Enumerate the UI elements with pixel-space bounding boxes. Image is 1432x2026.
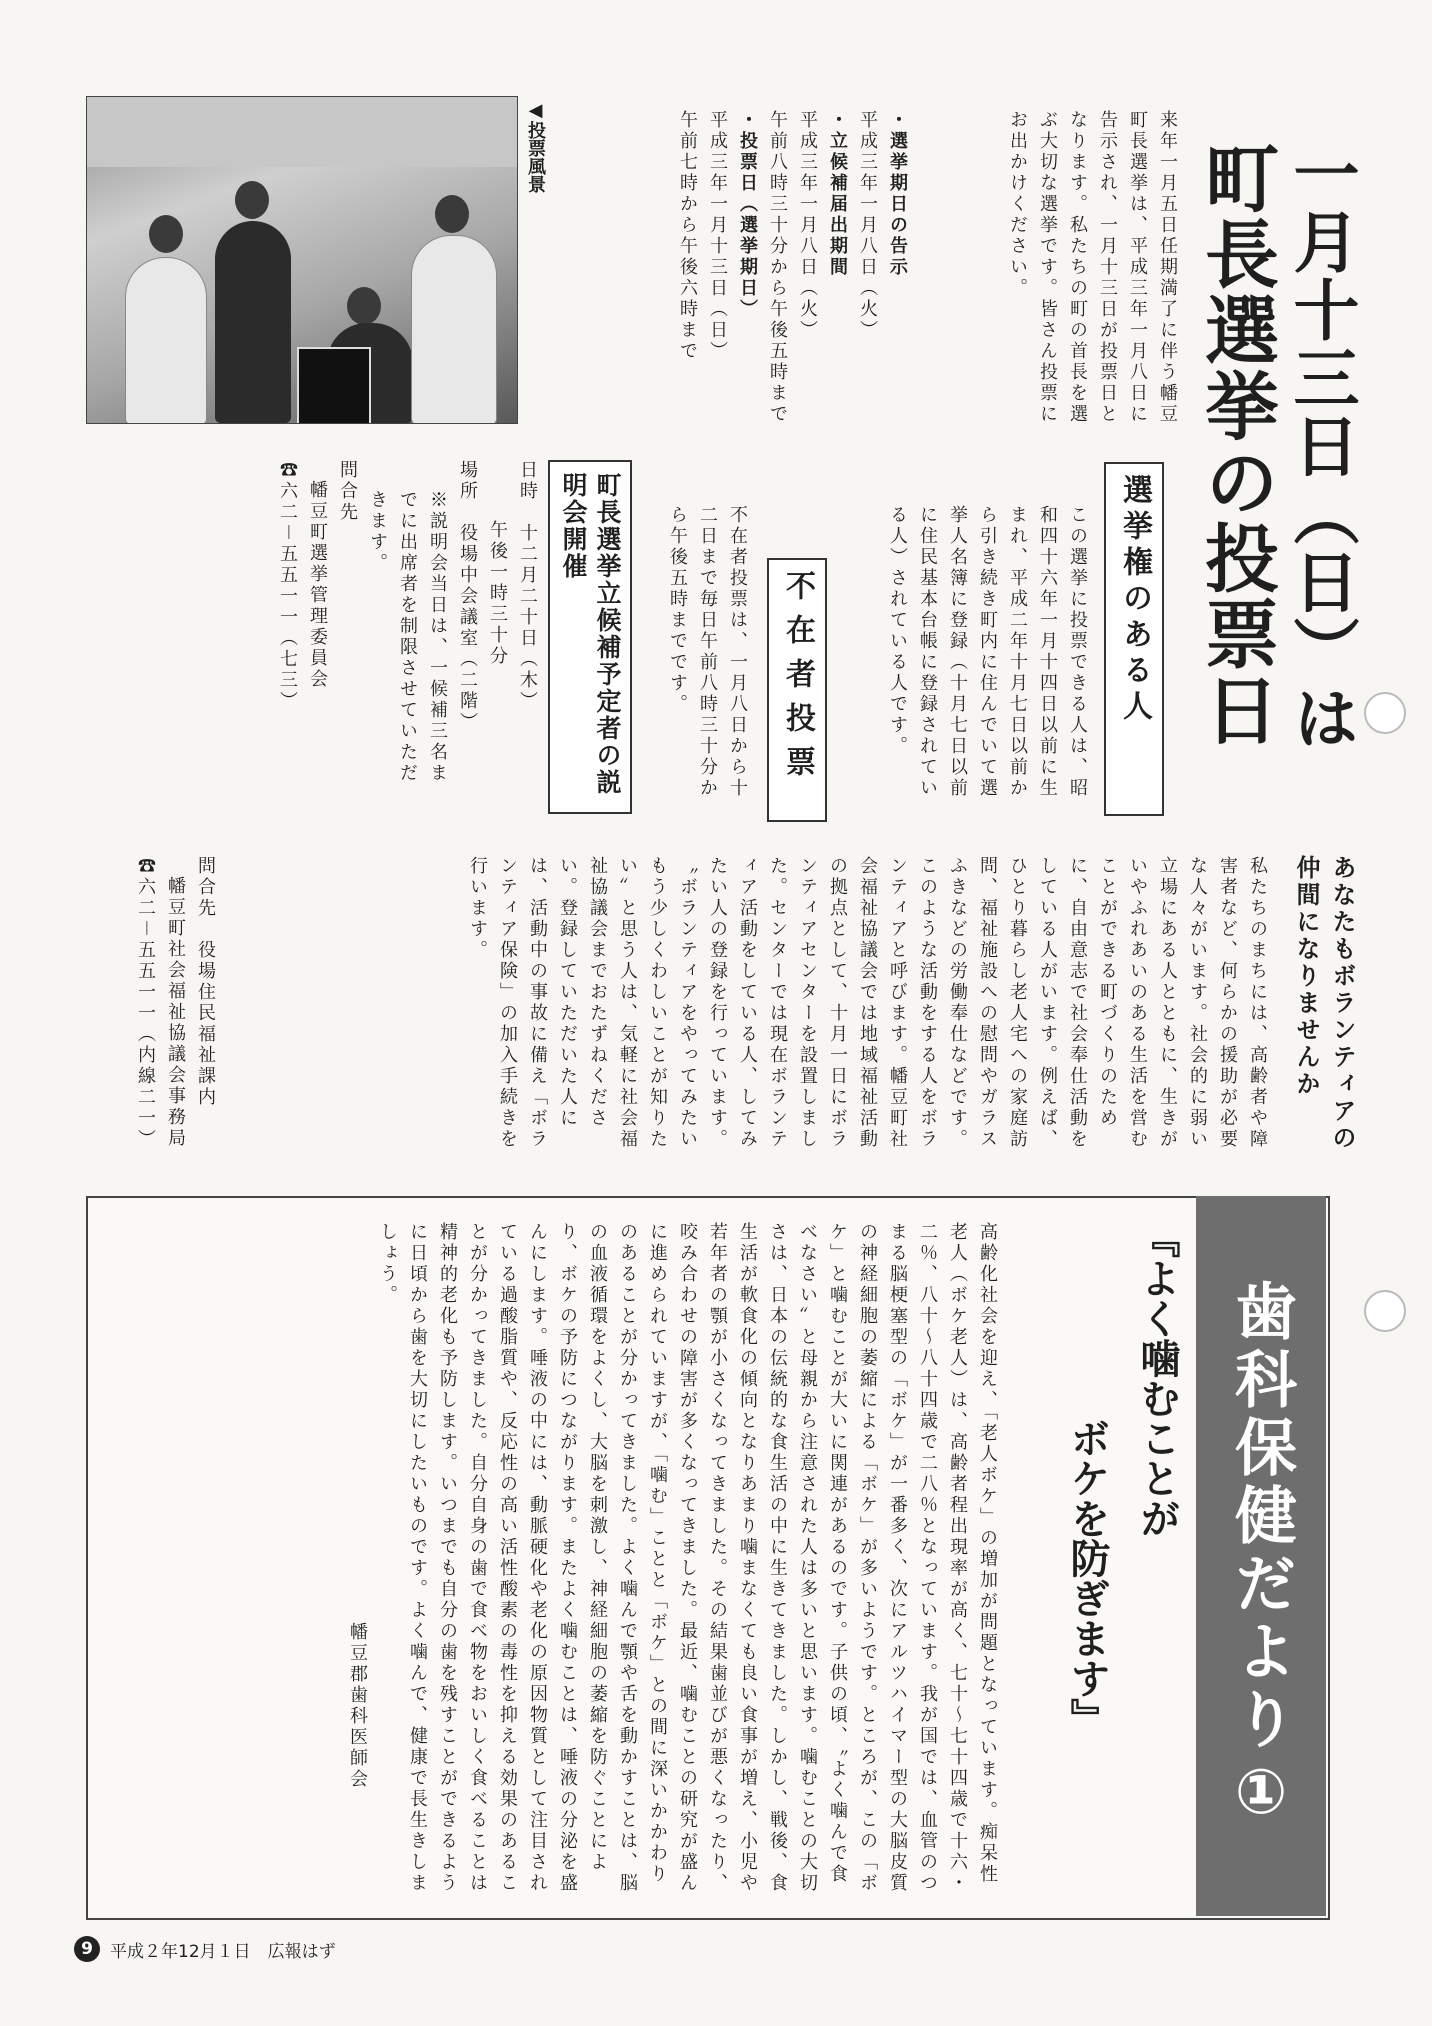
- election-title-line2: 町長選挙の投票日: [1193, 140, 1279, 748]
- ballot-box-icon: [297, 347, 371, 424]
- dental-subtitle: [1012, 1218, 1192, 1908]
- dental-text: 高齢化社会を迎え、「老人ボケ」の増加が問題となっています。痴呆性老人（ボケ老人）は、高齢者程出現率が高く、七十～七十四歳で十六・二％、八十～八十四歳で二八％となっています。我が国では、血管のつまる脳梗塞型の「ボケ」が一番多く、次にアルツハイマー型の大脳皮質の神経細胞の萎縮による「ボケ」が多いようです。ところが、この「ボケ」と噛むことが大いに関連があるのです。子供の頃、〝よく噛んで食べなさい〟と母親から注意された人は多いと思います。噛むことの大切さは、日本の伝統的な食生活の中に生きてきました。しかし、戦後、食生活が軟食化の傾向となりあまり噛まなくても良い食事が増え、小児や若年者の顎が小さくなってきました。その結果歯並びが悪くなったり、咬み合わせの障害が多くなってきました。最近、噛むことの研究が盛んに進められていますが、「噛む」ことと「ボケ」との間に深いかかわりのあることが分かってきました。よく噛んで顎や舌を動かすことは、脳の血液循環をよくし、大脳を刺激し、神経細胞の萎縮を防ぐことにより、ボケの予防につながります。またよく噛むことは、唾液の分泌を盛んにします。唾液の中には、動脈硬化や老化の原因物質として注目されている過酸脂質や、反応性の高い活性酸素の毒性を抑える効果のあることが分かってきました。自分自身の歯で食べ物をおいしく食べることは精神的老化も予防します。いつまでも自分の歯を残すことができるように日頃から歯を大切にしたいものです。よく噛んで、健康で長生きしましょう。: [377, 1222, 998, 1894]
- person-figure-icon: [215, 221, 291, 423]
- issue-info: 平成２年12月１日 広報はず: [110, 1941, 336, 1962]
- vote-heading: ・投票日（選挙期日）: [737, 110, 758, 320]
- vote-date: 平成三年一月十三日（日）: [707, 110, 728, 362]
- binder-hole: [1364, 692, 1406, 734]
- filing-heading: ・立候補届出期間: [827, 110, 848, 278]
- election-intro: 来年一月五日任期満了に伴う幡豆町長選挙は、平成三年一月八日に告示され、一月十三日が投票日となります。私たちの町の首長を選ぶ大切な選挙です。皆さん投票にお出かけください。: [1007, 110, 1178, 425]
- election-contact-label: 問合先: [337, 460, 358, 523]
- volunteer-contact: [105, 856, 220, 1166]
- election-title: [1194, 140, 1362, 760]
- person-head-icon: [235, 181, 269, 219]
- gym-window-decoration: [87, 97, 517, 167]
- volunteer-heading-text: あなたもボランティアの仲間になりませんか: [1292, 855, 1356, 1152]
- dental-block: [132, 1222, 1002, 1902]
- absentee-block: [632, 505, 752, 805]
- binder-hole: [1364, 1290, 1406, 1332]
- person-figure-icon: [125, 257, 207, 424]
- volunteer-contact-tel: ☎六二－五五一一（内線二一）: [135, 856, 156, 1150]
- briefing-place: 場所 役場中会議室（二階）: [457, 460, 478, 733]
- briefing-time: 午後一時三十分: [487, 520, 508, 667]
- election-contact-tel: ☎六二－五五一一（七三）: [277, 460, 298, 712]
- filing-date: 平成三年一月八日（火）: [797, 110, 818, 341]
- dental-banner-text: 歯科保健だより①: [1224, 1278, 1298, 1834]
- voting-scene-photo: [86, 96, 518, 424]
- person-head-icon: [435, 195, 469, 233]
- page-number: 9: [74, 1936, 100, 1962]
- dental-subtitle-line1: 『よく噛むことが: [1134, 1218, 1180, 1538]
- briefing-date: 日時 十二月二十日（木）: [517, 460, 538, 712]
- eligible-text: この選挙に投票できる人は、昭和四十六年一月十四日以前に生まれ、平成二年十月七日以前から引き続き町内に住んでいて選挙人名簿に登録（十月七日以前に住民基本台帳に登録されている人）されている人です。: [887, 505, 1088, 799]
- election-intro-block: [912, 110, 1182, 440]
- election-schedule: [642, 110, 912, 440]
- absentee-heading: 不在者投票: [767, 558, 827, 822]
- election-title-line1: 一月十三日（日）は: [1282, 140, 1359, 752]
- notice-date: 平成三年一月八日（火）: [857, 110, 878, 341]
- absentee-text: 不在者投票は、一月八日から十二日まで毎日午前八時三十分から午後五時までです。: [667, 505, 748, 799]
- dental-banner: [1196, 1196, 1326, 1916]
- briefing-note: ※説明会当日は、一候補三名までに出席者を制限させていただきます。: [367, 490, 448, 784]
- person-figure-icon: [411, 235, 497, 424]
- eligible-heading: 選挙権のある人: [1104, 462, 1164, 816]
- photo-caption: ◀投票風景: [525, 100, 546, 193]
- page-footer: [74, 1936, 336, 1962]
- election-contact-org: 幡豆町選挙管理委員会: [307, 480, 328, 690]
- person-head-icon: [149, 215, 183, 253]
- volunteer-contact-label: 問合先 役場住民福祉課内: [195, 856, 216, 1108]
- filing-time: 午前八時三十分から午後五時まで: [767, 110, 788, 425]
- volunteer-heading: [1280, 855, 1360, 1155]
- briefing-heading: 町長選挙立候補予定者の説明会開催: [548, 460, 632, 814]
- volunteer-contact-org: 幡豆町社会福祉協議会事務局: [165, 876, 186, 1149]
- volunteer-text: 私たちのまちには、高齢者や障害者など、何らかの援助が必要な人々がいます。社会的に弱い立場にある人とともに、生きがいやふれあいのある生活を営むことができる町づくりのために、自由意志で社会奉仕活動をしている人がいます。例えば、ひとり暮らし老人宅への家庭訪問、福祉施設への慰問やガラスふきなどの労働奉仕などです。このような活動をする人をボランティアと呼びます。幡豆町社会福祉協議会では地域福祉活動の拠点として、十月一日にボランティアセンターを設置しました。センターでは現在ボランティア活動をしている人、してみたい人の登録を行っています。〝ボランティアをやってみたいもう少しくわしいことが知りたい〟と思う人は、気軽に社会福祉協議会までおたずねください。登録していただいた人には、活動中の事故に備え「ボランティア保険」の加入手続きを行います。: [467, 856, 1268, 1150]
- person-head-icon: [347, 287, 381, 325]
- notice-heading: ・選挙期日の告示: [887, 110, 908, 278]
- briefing-block: [242, 460, 542, 800]
- dental-signature: 幡豆郡歯科医師会: [347, 1622, 368, 1790]
- vote-time: 午前七時から午後六時まで: [677, 110, 698, 362]
- eligible-block: [842, 505, 1092, 805]
- volunteer-block: [467, 856, 1272, 1156]
- dental-subtitle-line2: ボケを防ぎます』: [1064, 1418, 1110, 1738]
